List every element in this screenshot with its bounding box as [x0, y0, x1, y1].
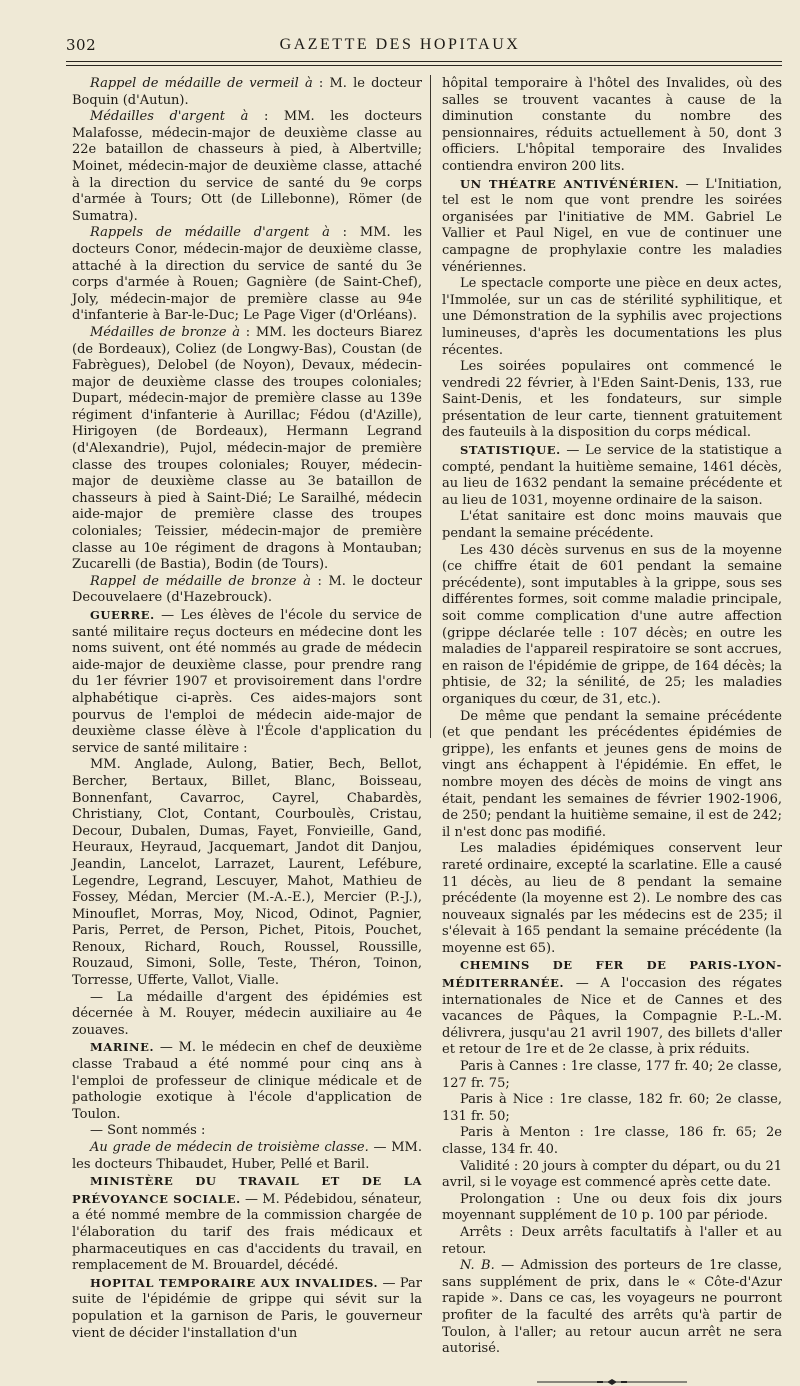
section-heading: STATISTIQUE.: [460, 443, 561, 458]
paragraph: [442, 359, 782, 442]
paragraph-lead-italic: Rappel de médaille de bronze à: [90, 573, 311, 589]
paragraph-lead-italic: Médailles d'argent à: [90, 109, 249, 125]
paragraph-text: Les 430 décès survenus en sus de la moyenne (ce chiffre était de 601 pendant la semaine précédente), sont imputables à la grippe, sous ses différentes formes, soit comme maladie principale, soit comme complication d'une autre affection (grippe déclarée telle : 107 décès; en outre les maladies de l'appareil respiratoire se sont accrues, en raison de l'épidémie de grippe, de 164 décès; la phtisie, de 32; la sénilité, de 25; les maladies organiques du cœur, de 31, etc.).: [442, 542, 782, 707]
paragraph-text: Paris à Nice : 1re classe, 182 fr. 60; 2e classe, 131 fr. 50;: [442, 1092, 782, 1124]
paragraph: [72, 225, 422, 325]
paragraph-text: L'état sanitaire est donc moins mauvais que pendant la semaine précédente.: [442, 509, 782, 542]
paragraph: [72, 1173, 422, 1275]
running-head: GAZETTE DES HOPITAUX: [279, 36, 521, 53]
paragraph: [72, 607, 422, 757]
paragraph-lead-italic: Rappel de médaille de vermeil à: [90, 76, 313, 91]
paragraph-text: hôpital temporaire à l'hôtel des Invalides, où des salles se trouvent vacantes à cause de la diminution constante du nombre des pensionnaires, réduits actuellement à 50, dont 3 officiers. L'hôpital temporaire des Invalides contiendra environ 200 lits.: [442, 76, 782, 174]
section-heading: CHEMINS DE FER DE PARIS-LYON-MÉDITERRANÉE.: [442, 958, 782, 991]
paragraph: [442, 1092, 782, 1125]
paragraph-text: — M. Pédebidou, sénateur, a été nommé membre de la commission chargée de l'élaboration du tarif des frais médicaux et pharmaceutiques en cas d'accidents du travail, en remplacement de M. Brouardel, décédé.: [72, 1191, 422, 1274]
paragraph-text: Paris à Menton : 1re classe, 186 fr. 65; 2e classe, 134 fr. 40.: [442, 1125, 782, 1157]
paragraph-text: : MM. les docteurs Biarez (de Bordeaux), Coliez (de Longwy-Bas), Coustan (de Fabrègues), Delobel (de Noyon), Devaux, médecin-major de deuxième classe des troupes coloniales; Dupart, médecin-major de première classe au 139e régiment d'infanterie à Aurillac; Fédou (d'Azille), Hirigoyen (de Bordeaux), Hermann Legrand (d'Alexandrie), Pujol, médecin-major de première classe des troupes coloniales; Rouyer, médecin-major de deuxième classe au 3e bataillon de chasseurs à pied à Saint-Dié; Le Sarailhé, médecin aide-major de première classe des troupes coloniales; Teissier, médecin-major de première classe au 10e régiment de dragons à Montauban; Zucarelli (de Bastia), Bodin (de Tours).: [72, 324, 422, 573]
paragraph: [442, 509, 782, 542]
paragraph: [442, 1125, 782, 1158]
end-ornament: [442, 1378, 782, 1386]
section-heading: UN THÉATRE ANTIVÉNÉRIEN.: [460, 176, 680, 191]
paragraph: [72, 325, 422, 574]
paragraph: [442, 76, 782, 176]
paragraph: [442, 957, 782, 1059]
paragraph: [442, 543, 782, 709]
paragraph-text: : MM. les docteurs Conor, médecin-major de deuxième classe, attaché à la direction du service de santé du 3e corps d'armée à Rouen; Gagnière (de Saint-Chef), Joly, médecin-major de première classe au 94e d'infanterie à Bar-le-Duc; Le Page Viger (d'Orléans).: [72, 225, 423, 324]
paragraph-lead-italic: Médailles de bronze à: [90, 324, 241, 340]
paragraph-text: Les soirées populaires ont commencé le vendredi 22 février, à l'Eden Saint-Denis, 133, rue Saint-Denis, et les fondateurs, sur simple présentation de leur carte, tiennent gratuitement des fauteuils à la disposition du corps médical.: [442, 359, 782, 441]
paragraph: [72, 574, 422, 607]
paragraph: [442, 841, 782, 957]
paragraph: [442, 709, 782, 842]
paragraph-text: Paris à Cannes : 1re classe, 177 fr. 40; 2e classe, 127 fr. 75;: [442, 1059, 782, 1091]
paragraph: [442, 1059, 782, 1092]
paragraph: [72, 76, 422, 109]
paragraph-text: — Par suite de l'épidémie de grippe qui sévit sur la population et la garnison de Paris, le gouverneur vient de décider l'installation d'un: [72, 1275, 422, 1341]
paragraph: [442, 1225, 782, 1258]
paragraph-text: — La médaille d'argent des épidémies est décernée à M. Rouyer, médecin auxiliaire au 4e zouaves.: [72, 989, 422, 1038]
paragraph: [442, 276, 782, 359]
header-rule: [66, 61, 782, 62]
paragraph-lead-italic: Au grade de médecin de troisième classe.: [90, 1140, 369, 1155]
right-column: [442, 76, 782, 1386]
paragraph: [72, 1275, 422, 1342]
paragraph-text: : M. le docteur Boquin (d'Autun).: [72, 76, 423, 108]
paragraph: [442, 1192, 782, 1225]
paragraph-text: — Admission des porteurs de 1re classe, sans supplément de prix, dans le « Côte-d'Azur rapide ». Dans ce cas, les voyageurs ne pourront profiter de la faculté des arrêts qu'à partir de Toulon, à l'aller; au retour aucun arrêt ne sera autorisé.: [442, 1258, 782, 1357]
paragraph-text: Validité : 20 jours à compter du départ, ou du 21 avril, si le voyage est commencé après cette date.: [442, 1158, 782, 1191]
paragraph-text: Les maladies épidémiques conservent leur rareté ordinaire, excepté la scarlatine. Elle a causé 11 décès, au lieu de 8 pendant la semaine précédente (la moyenne est 2). Le nombre des cas nouveaux signalés par les médecins est de 235; il s'élevait à 165 pendant la semaine précédente (la moyenne est 65).: [442, 841, 782, 956]
paragraph: [72, 109, 422, 225]
left-column: [72, 76, 422, 1342]
paragraph-text: Prolongation : Une ou deux fois dix jours moyennant supplément de 10 p. 100 par période.: [442, 1191, 782, 1224]
paragraph: [72, 757, 422, 989]
section-heading: HOPITAL TEMPORAIRE AUX INVALIDES.: [90, 1275, 379, 1290]
paragraph: [72, 990, 422, 1040]
section-heading: MARINE.: [90, 1040, 155, 1055]
column-divider: [430, 75, 431, 738]
page-number: 302: [66, 36, 97, 54]
paragraph: [442, 1159, 782, 1192]
paragraph-text: : M. le docteur Decouvelaere (d'Hazebrouck).: [72, 573, 423, 606]
paragraph-text: Arrêts : Deux arrêts facultatifs à l'aller et au retour.: [442, 1224, 782, 1257]
paragraph: [72, 1140, 422, 1173]
paragraph-text: — L'Initiation, tel est le nom que vont prendre les soirées organisées par l'initiative de MM. Gabriel Le Vallier et Paul Nigel, en vue de continuer une campagne de prophylaxie contre les maladies vénériennes.: [442, 176, 782, 275]
paragraph-text: — MM. les docteurs Thibaudet, Huber, Pellé et Baril.: [72, 1140, 422, 1172]
paragraph-lead-italic: N. B.: [460, 1258, 495, 1274]
paragraph-text: De même que pendant la semaine précédente (et que pendant les précédentes épidémies de grippe), les enfants et jeunes gens de moins de vingt ans échappent à l'épidémie. En effet, le nombre moyen des décès de moins de vingt ans était, pendant les semaines de février 1902-1906, de 250; pendant la huitième semaine, il est de 242; il n'est donc pas modifié.: [442, 708, 782, 840]
paragraph-text: — Le service de la statistique a compté, pendant la huitième semaine, 1461 décès, au lieu de 1632 pendant la semaine précédente et au lieu de 1031, moyenne ordinaire de la saison.: [442, 443, 782, 508]
paragraph-text: — Les élèves de l'école du service de santé militaire reçus docteurs en médecine dont les noms suivent, ont été nommés au grade de médecin aide-major de deuxième classe, pour prendre rang du 1er février 1907 et provisoirement dans l'ordre alphabétique ci-après. Ces aides-majors sont pourvus de l'emploi de médecin aide-major de deuxième classe élève à l'École d'application du service de santé militaire :: [72, 608, 422, 756]
section-heading: GUERRE.: [90, 608, 155, 622]
paragraph: [442, 1258, 782, 1358]
paragraph: [72, 1039, 422, 1123]
section-heading: MINISTÈRE DU TRAVAIL ET DE LA PRÉVOYANCE SOCIALE.: [72, 1174, 422, 1206]
header-rule-double: [66, 65, 782, 66]
paragraph: [442, 176, 782, 277]
paragraph-text: — M. le médecin en chef de deuxième classe Trabaud a été nommé pour cinq ans à l'emploi de professeur de clinique médicale et de pathologie exotique à l'école d'application de Toulon.: [72, 1040, 422, 1122]
paragraph: [442, 442, 782, 509]
paragraph-lead-italic: Rappels de médaille d'argent à: [90, 225, 330, 241]
paragraph-text: Le spectacle comporte une pièce en deux actes, l'Immolée, sur un cas de stérilité syphilitique, et une Démonstration de la syphilis avec projections lumineuses, d'après les documentations les plus récentes.: [442, 276, 782, 358]
paragraph-text: : MM. les docteurs Malafosse, médecin-major de deuxième classe au 22e bataillon de chasseurs à pied, à Albertville; Moinet, médecin-major de deuxième classe, attaché à la direction du service de santé du 9e corps d'armée à Tours; Ott (de Lillebonne), Römer (de Sumatra).: [72, 109, 422, 224]
paragraph-text: — Sont nommés :: [90, 1123, 206, 1139]
paragraph-text: MM. Anglade, Aulong, Batier, Bech, Bellot, Bercher, Bertaux, Billet, Blanc, Boisseau, Bonnenfant, Cavarroc, Cayrel, Chabardès, Christiany, Clot, Contant, Courboulès, Cristau, Decour, Dubalen, Dumas, Fayet, Fonvieille, Gand, Heuraux, Heyraud, Jacquemart, Jandot dit Danjou, Jeandin, Lancelot, Larrazet, Laurent, Lefébure, Legendre, Legrand, Lescuyer, Mahot, Mathieu de Fossey, Médan, Mercier (M.-A.-E.), Mercier (P.-J.), Minouflet, Morras, Moy, Nicod, Odinot, Pagnier, Paris, Perret, de Person, Pichet, Pitois, Pouchet, Renoux, Richard, Rouch, Roussel, Roussille, Rouzaud, Simoni, Solle, Teste, Théron, Toinon, Torresse, Ufferte, Vallot, Vialle.: [72, 757, 422, 989]
paragraph: [72, 1123, 422, 1140]
paragraph-text: — A l'occasion des régates internationales de Nice et de Cannes et des vacances de Pâques, la Compagnie P.-L.-M. délivrera, jusqu'au 21 avril 1907, des billets d'aller et retour de 1re et de 2e classe, à prix réduits.: [442, 976, 782, 1058]
